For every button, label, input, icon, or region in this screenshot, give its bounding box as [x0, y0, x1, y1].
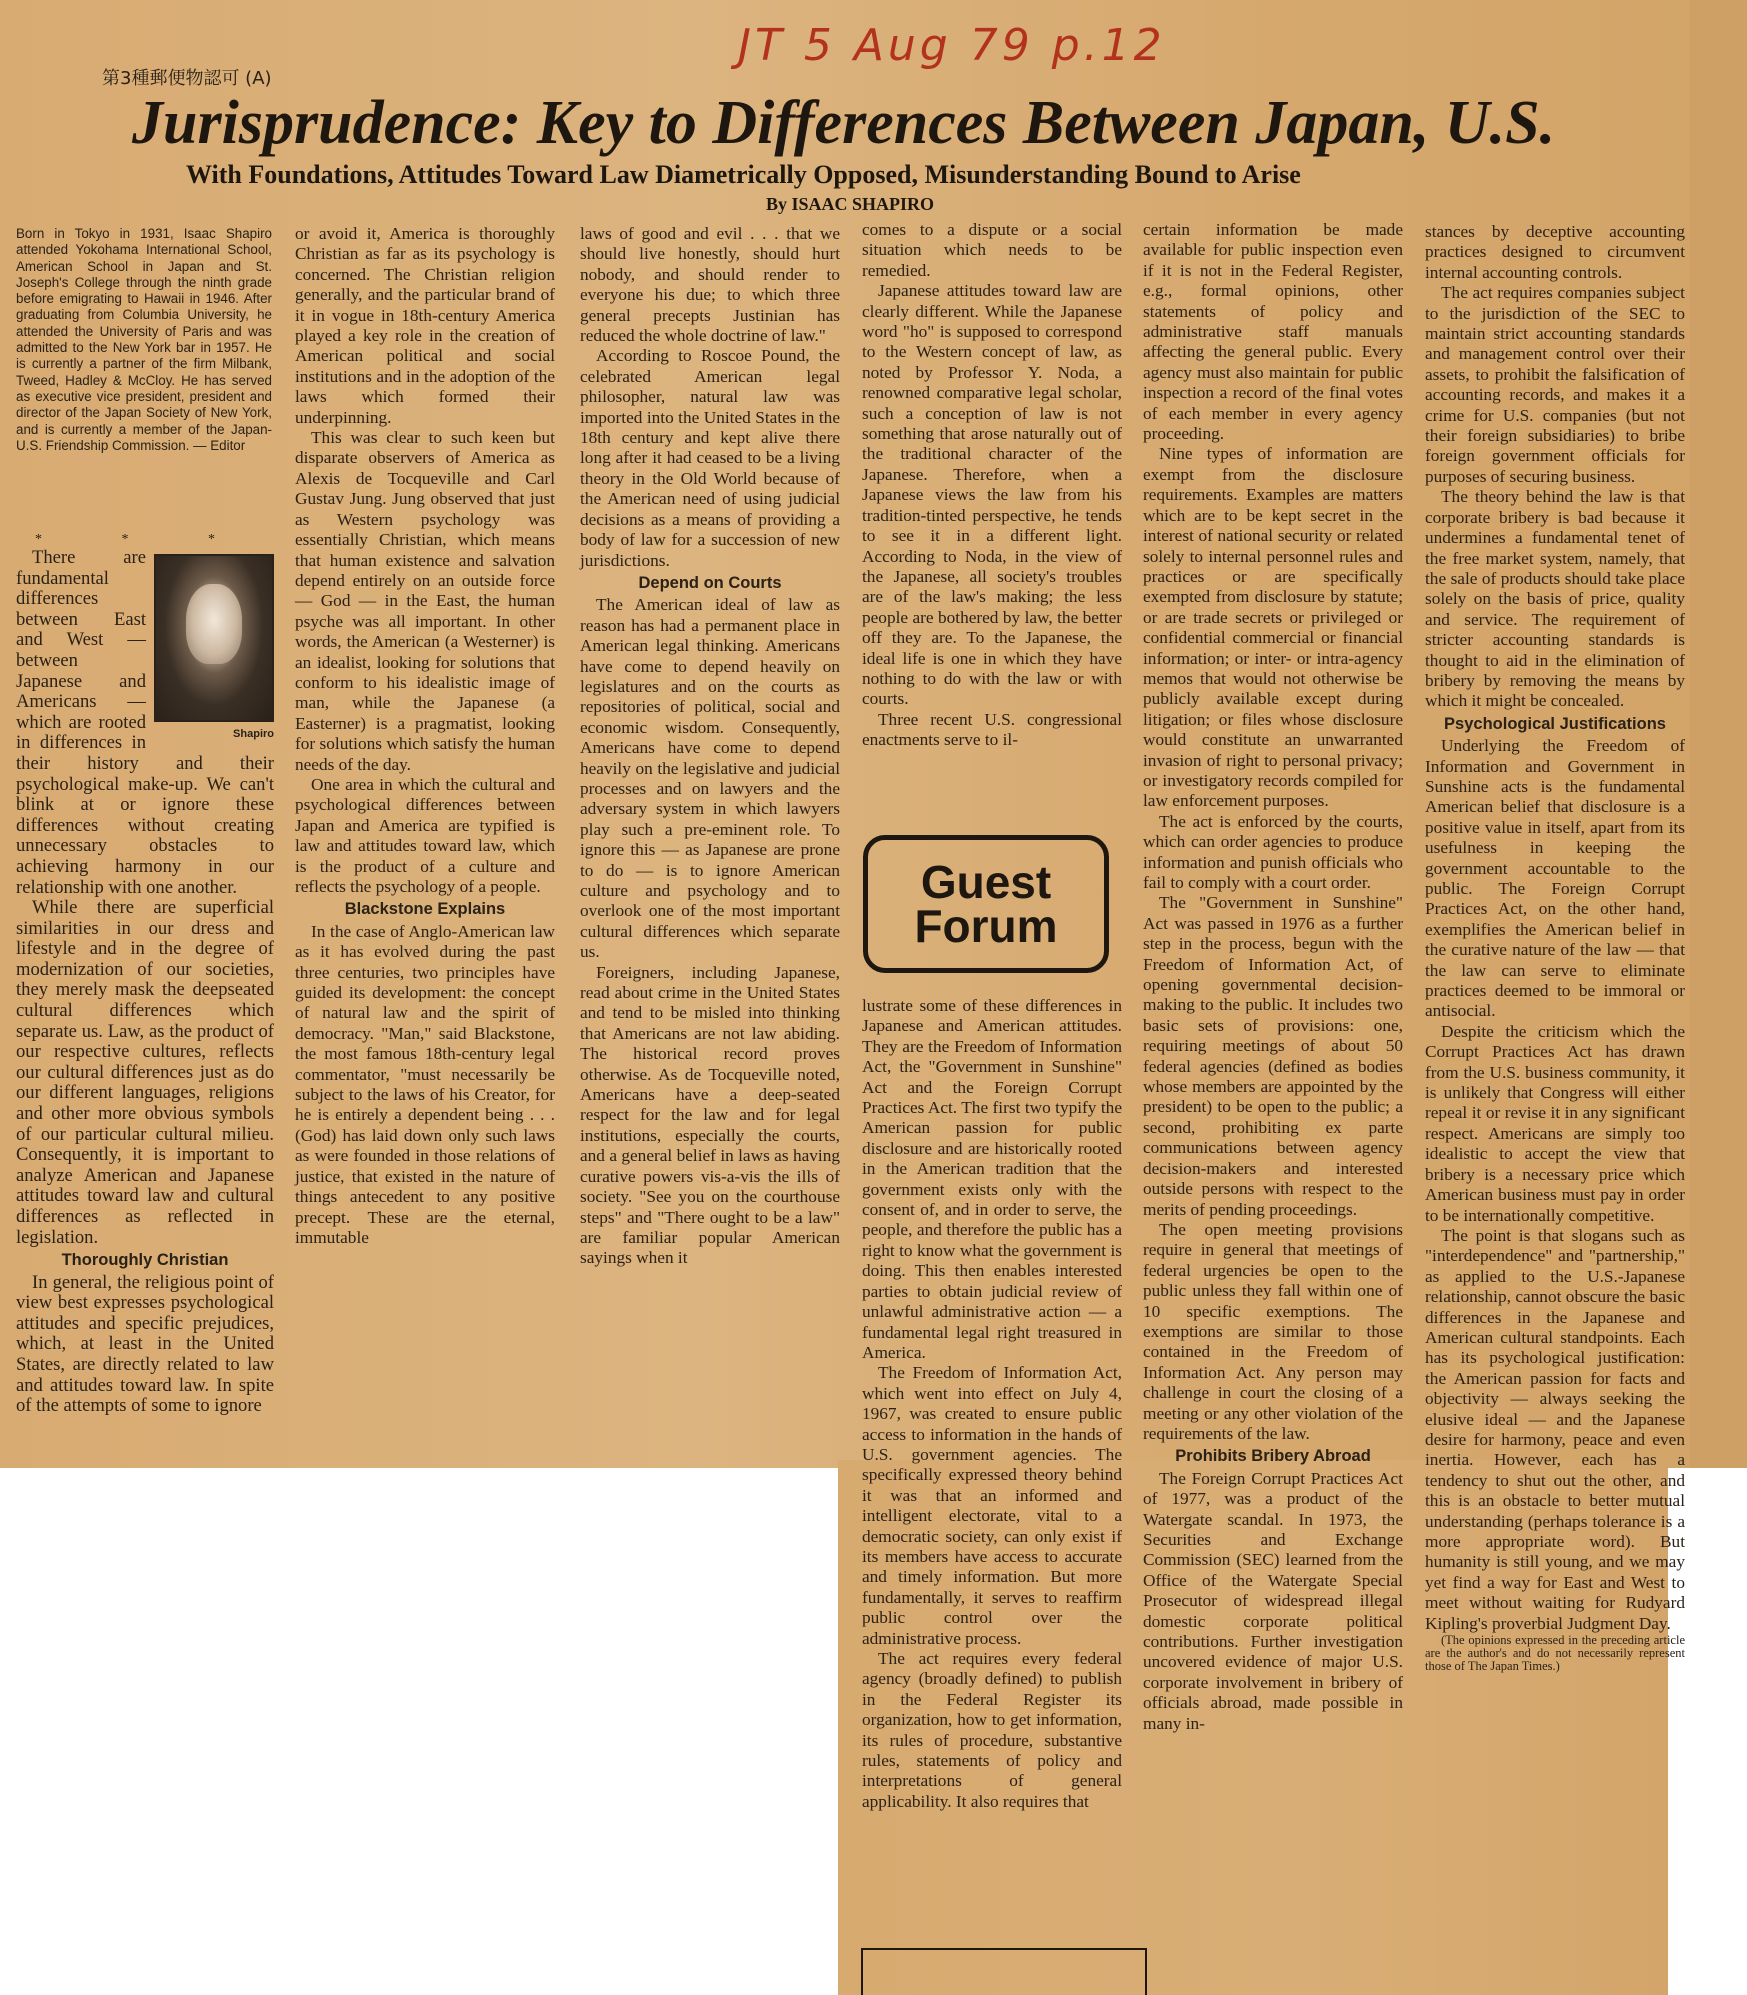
subhead-blackstone: Blackstone Explains: [344, 900, 506, 919]
paragraph: laws of good and evil . . . that we should live honestly, should hurt nobody, and should render to everyone his due; to which three general precepts Justinian has reduced the whole doctrine of law.": [580, 224, 840, 346]
postal-permit-mark: 第3種郵便物認可 (A): [102, 68, 272, 89]
paragraph: certain information be made available for public inspection even if it is not in the Federal Register, e.g., formal opinions, other statements of policy and administrative staff manuals affecting the general public. Every agency must also maintain for public inspection a record of the final votes of each member in every agency proceeding.: [1143, 220, 1403, 444]
column-3: [580, 224, 840, 1269]
paragraph: The point is that slogans such as "interdependence" and "partnership," as applied to the U.S.-Japanese relationship, cannot obscure the basic differences in the Japanese and American cultural standpoints. Each has its psychological justification: the American passion for facts and objectivity — always seeking the elusive ideal — and the Japanese desire for harmony, peace and even inertia. However, each has a tendency to shut out the other, and this is an obstacle to better mutual understanding (perhaps tolerance is a more appropriate word). But humanity is still young, and we may yet find a way for East and West to meet without waiting for Rudyard Kipling's proverbial Judgment Day.: [1425, 1225, 1685, 1633]
paragraph: The act requires every federal agency (broadly defined) to publish in the Federal Register its organization, how to get information, its rules of procedure, substantive rules, statements of policy and interpretations of general applicability. It also requires that: [862, 1649, 1122, 1811]
paragraph: or avoid it, America is thoroughly Christian as far as its psychology is concerned. The Christian religion generally, and the particular brand of it in vogue in 18th-century America played a key role in the creation of American political and social institutions and in the adoption of the laws which formed their underpinning.: [295, 224, 555, 427]
bio-separator: * * *: [35, 532, 253, 547]
paragraph: Nine types of information are exempt from the disclosure requirements. Examples are matters which are to be kept secret in the interest of national security or related solely to internal personnel rules and practices or are specifically exempted from disclosure by statute; or are trade secrets or privileged or confidential commercial or financial information; or inter- or intra-agency memos that would not otherwise be publicly available except during litigation; or files whose disclosure would constitute an unwarranted invasion of right to personal privacy; or investigatory records compiled for law enforcement purposes.: [1143, 444, 1403, 811]
paragraph: In general, the religious point of view best expresses psychological attitudes and specific prejudices, which, at least in the United States, are directly related to law and attitudes toward law. In spite of the attempts of some to ignore: [16, 1271, 274, 1417]
lead-paragraph: There are fundamental differences between East and West — between Japanese and Americans — which are rooted in differences in their history and their psychological make-up. We can't blink at or ignore these differences without creating unnecessary obstacles to achieving harmony in our relationship with one another.: [16, 547, 274, 898]
guest-forum-line2: Forum: [914, 900, 1058, 952]
headline: Jurisprudence: Key to Differences Between Japan, U.S.: [132, 89, 1556, 157]
byline: By ISAAC SHAPIRO: [766, 194, 935, 214]
author-portrait-image: [154, 554, 274, 722]
editorial-disclaimer: (The opinions expressed in the preceding article are the author's and do not necessarily represent those of The Japan Times.): [1425, 1633, 1685, 1674]
paragraph: stances by deceptive accounting practices designed to circumvent internal accounting controls.: [1425, 222, 1685, 282]
paragraph: One area in which the cultural and psychological differences between Japan and America are typified is law and attitudes toward law, which is the product of a culture and reflects the psychology of a people.: [295, 774, 555, 896]
paragraph: The act requires companies subject to the jurisdiction of the SEC to maintain strict accounting standards and management control over their assets, to prohibit the falsification of accounting records, and makes it a crime for U.S. companies (but not their foreign subsidiaries) to bribe foreign government officials for purposes of securing business.: [1425, 283, 1685, 486]
paragraph: Foreigners, including Japanese, read about crime in the United States and tend to be misled into thinking that Americans are not law abiding. The historical record proves otherwise. As de Tocqueville noted, Americans have a deep-seated respect for the law and for legal institutions, especially the courts, and a general belief in laws as having curative powers vis-a-vis the ills of society. "See you on the courthouse steps" and "There ought to be a law" are familiar popular American sayings when it: [580, 962, 840, 1268]
paragraph: Japanese attitudes toward law are clearly different. While the Japanese word "ho" is supposed to correspond to the Western concept of law, as noted by Professor Y. Noda, a renowned comparative legal scholar, such a conception of law is not something that arose naturally out of the traditional character of the Japanese. Therefore, when a Japanese views the law from his tradition-tinted perspective, he tends to see it in a different light. According to Noda, in the view of the Japanese, all society's troubles are of the law's making; the less people are bothered by law, the better off they are. To the Japanese, the ideal life is one in which they have nothing to do with the law or with courts.: [862, 281, 1122, 709]
paragraph: The act is enforced by the courts, which can order agencies to produce information and punish officials who fail to comply with a court order.: [1143, 811, 1403, 892]
paragraph: This was clear to such keen but disparate observers of America as Alexis de Tocqueville and Carl Gustav Jung. Jung observed that just as Western psychology was essentially Christian, which means that human existence and salvation depend entirely on an outside force — God — in the East, the human psyche was all important. In other words, the American (a Westerner) is an idealist, looking for solutions that conform to his idealistic image of man, while the Japanese (a Easterner) is a pragmatist, looking for solutions which satisfy the human needs of the day.: [295, 428, 555, 774]
paragraph: The Freedom of Information Act, which went into effect on July 4, 1967, was created to ensure public access to information in the hands of U.S. government agencies. The specifically expressed theory behind it was that an informed and intelligent electorate, vital to a democratic society, can only exist if its members have access to accurate and timely information. But more fundamentally, it serves to reaffirm public control over the administrative process.: [862, 1363, 1122, 1648]
adjacent-clipping-strip: [1690, 0, 1747, 1468]
paragraph: comes to a dispute or a social situation which needs to be remedied.: [862, 220, 1122, 280]
column-5: [1143, 220, 1403, 1734]
column-2: [295, 224, 555, 1248]
subhead-psychological-justifications: Psychological Justifications: [1444, 714, 1666, 733]
column-1: [16, 548, 274, 1417]
paragraph: The "Government in Sunshine" Act was passed in 1976 as a further step in the process, begun with the Freedom of Information Act, of opening governmental decision-making to the public. It includes two basic sets of provisions: one, requiring meetings of about 50 federal agencies (defined as bodies whose members are appointed by the president) to be open to the public; a second, prohibiting ex parte communications between agency decision-makers and interested outside persons with respect to the merits of pending proceedings.: [1143, 893, 1403, 1219]
subhead-prohibits-bribery: Prohibits Bribery Abroad: [1175, 1447, 1371, 1466]
paragraph: The American ideal of law as reason has had a permanent place in American legal thinking. Americans have come to depend heavily on legislatures and on the courts as repositories of political, social and economic wisdom. Consequently, Americans have come to depend heavily on the legislative and judicial processes and on lawyers and the adversary system in which lawyers play such a pre-eminent role. To ignore this — as Japanese are prone to do — is to ignore American culture and psychology and to overlook one of the most important cultural differences which separate us.: [580, 595, 840, 962]
paragraph: According to Roscoe Pound, the celebrated American legal philosopher, natural law was imported into the United States in the 18th century and kept alive there long after it had ceased to be a living theory in the Old World because of the American need of using judicial decisions as a means of providing a body of law for a succession of new jurisdictions.: [580, 346, 840, 570]
paragraph: The theory behind the law is that corporate bribery is bad because it undermines a fundamental tenet of the free market system, namely, that the sale of products should take place solely on the basis of price, quality and service. The requirement of stricter accounting standards is thought to aid in the elimination of bribery by removing the means by which it might be concealed.: [1425, 487, 1685, 711]
guest-forum-logo: [863, 835, 1109, 973]
handwritten-date-note: JT 5 Aug 79 p.12: [738, 20, 1166, 71]
subhead-thoroughly-christian: Thoroughly Christian: [61, 1251, 229, 1270]
paragraph: Three recent U.S. congressional enactments serve to il-: [862, 709, 1122, 750]
guest-forum-line1: Guest: [920, 856, 1052, 908]
paragraph: Underlying the Freedom of Information and Government in Sunshine acts is the fundamental American belief that disclosure is a positive value in itself, apart from its usefulness in keeping the government accountable to the public. The Foreign Corrupt Practices Act, on the other hand, exemplifies the American belief in the curative nature of the law — that the law can serve to eliminate practices deemed to be immoral or antisocial.: [1425, 736, 1685, 1021]
paragraph: While there are superficial similarities in our dress and lifestyle and in the degree of modernization of our societies, they merely mask the deepseated cultural differences which separate us. Law, as the product of our respective cultures, reflects our cultural differences just as do our different languages, religions and other more obvious symbols of our particular cultural milieu. Consequently, it is important to analyze American and Japanese attitudes toward law and cultural differences as reflected in legislation.: [16, 897, 274, 1248]
paragraph: In the case of Anglo-American law as it has evolved during the past three centuries, two principles have guided its development: the concept of natural law and the spirit of democracy. "Man," said Blackstone, the most famous 18th-century legal commentator, "must necessarily be subject to the laws of his Creator, for he is entirely a dependent being . . . (God) has laid down only such laws as were founded in those relations of justice, that existed in the nature of things antecedent to any positive precept. These are the eternal, immutable: [295, 921, 555, 1247]
column-4-bottom: [862, 996, 1122, 1812]
subhead-depend-on-courts: Depend on Courts: [638, 573, 782, 592]
photo-caption: Shapiro: [233, 728, 274, 740]
subheadline: With Foundations, Attitudes Toward Law Diametrically Opposed, Misunderstanding Bound to Arise: [186, 160, 1301, 189]
paragraph: Despite the criticism which the Corrupt Practices Act has drawn from the U.S. business community, it is unlikely that Congress will either repeal it or revise it in any significant respect. Americans are simply too idealistic to accept the view that bribery is a necessary price which American business must pay in order to be internationally competitive.: [1425, 1021, 1685, 1225]
paragraph: The open meeting provisions require in general that meetings of federal urgencies be open to the public unless they fall within one of 10 specific exemptions. The exemptions are similar to those contained in the Freedom of Information Act. Any person may challenge in court the closing of a meeting or any other violation of the requirements of the law.: [1143, 1219, 1403, 1443]
adjacent-box-outline: [861, 1948, 1147, 1995]
paragraph: The Foreign Corrupt Practices Act of 1977, was a product of the Watergate scandal. In 1973, the Securities and Exchange Commission (SEC) learned from the Office of the Watergate Special Prosecutor of widespread illegal domestic corporate political contributions. Further investigation uncovered evidence of major U.S. corporate involvement in bribery of officials abroad, made possible in many in-: [1143, 1468, 1403, 1733]
author-photo: [154, 554, 274, 740]
column-4-top: [862, 220, 1122, 751]
paragraph: lustrate some of these differences in Japanese and American attitudes. They are the Freedom of Information Act, the "Government in Sunshine" Act and the Foreign Corrupt Practices Act. The first two typify the American passion for public disclosure and are historically rooted in the American tradition that the government exists only with the consent of, and in order to serve, the people, and therefore the public has a right to know what the government is doing. This then enables interested parties to obtain judicial review of unlawful administrative action — a fundamental legal right treasured in America.: [862, 996, 1122, 1362]
column-6: [1425, 222, 1685, 1673]
author-bio: Born in Tokyo in 1931, Isaac Shapiro attended Yokohama International School, American School in Japan and St. Joseph's College through the ninth grade before emigrating to Hawaii in 1946. After graduating from Columbia University, he attended the University of Paris and was admitted to the New York bar in 1957. He is currently a partner of the firm Milbank, Tweed, Hadley & McCloy. He has served as executive vice president, president and director of the Japan Society of New York, and is currently a member of the Japan-U.S. Friendship Commission. — Editor: [16, 226, 272, 453]
